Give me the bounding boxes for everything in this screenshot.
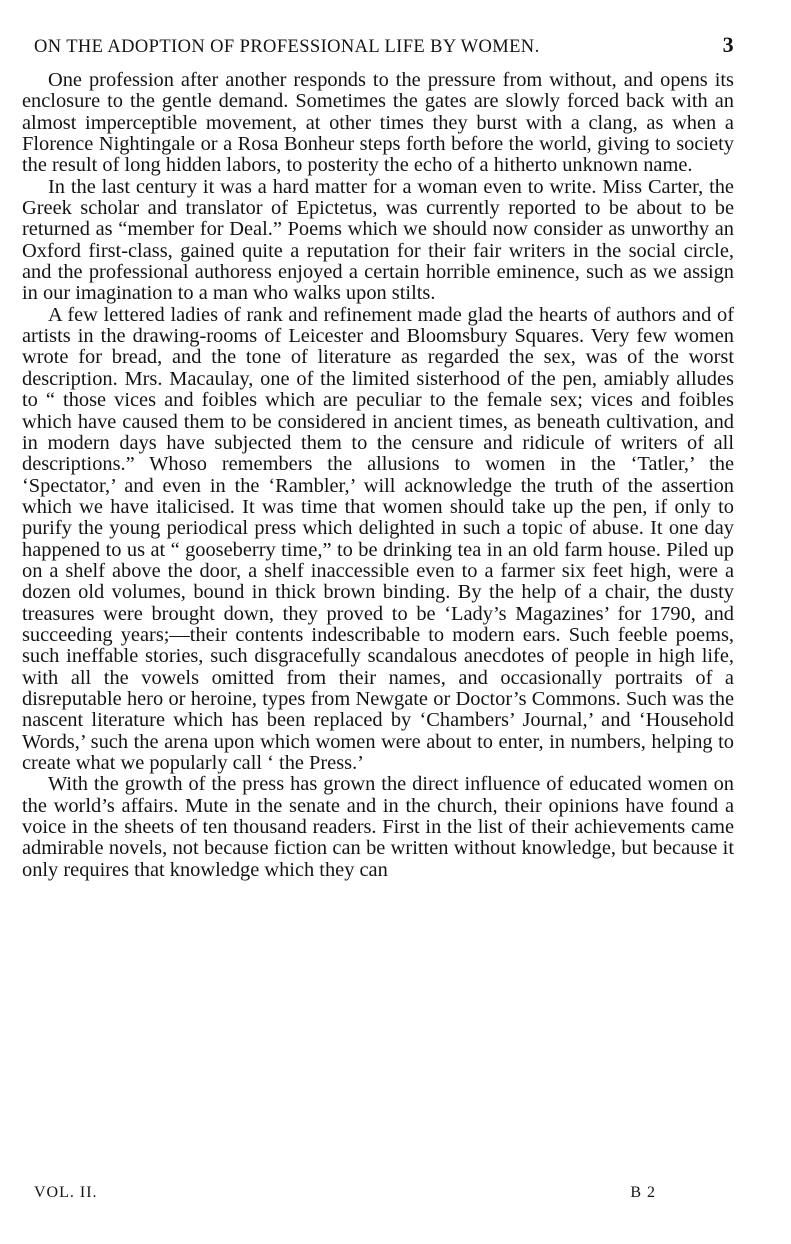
paragraph: One profession after another responds to the pressure from without, and opens its enclosure to the gentle demand. Sometimes the gates are slowly forced back with an almost imperceptible movement, at other times they burst with a clang, as when a Florence Nightingale or a Rosa Bonheur steps forth before the world, giving to society the result of long hidden labors, to posterity the echo of a hitherto unknown name. [22, 69, 734, 177]
paragraph: A few lettered ladies of rank and refinement made glad the hearts of authors and of artists in the drawing-rooms of Leicester and Bloomsbury Squares. Very few women wrote for bread, and the tone of literature as regarded the sex, was of the worst description. Mrs. Macaulay, one of the limited sisterhood of the pen, amiably alludes to “ those vices and foibles which are peculiar to the female sex; vices and foibles which have caused them to be considered in ancient times, as beneath cultivation, and in modern days have subjected them to the censure and ridicule of writers of all descriptions.” Whoso remembers the allusions to women in the ‘Tatler,’ the ‘Spectator,’ and even in the ‘Rambler,’ will acknowledge the truth of the assertion which we have italicised. It was time that women should take up the pen, if only to purify the young periodical press which delighted in such a topic of abuse. It one day happened to us at “ gooseberry time,” to be drinking tea in an old farm house. Piled up on a shelf above the door, a shelf inaccessible even to a farmer six feet high, were a dozen old volumes, bound in thick brown binding. By the help of a chair, the dusty treasures were brought down, they proved to be ‘Lady’s Magazines’ for 1790, and succeeding years;—their contents indescribable to modern ears. Such feeble poems, such ineffable stories, such disgracefully scandalous anecdotes of people in high life, with all the vowels omitted from their names, and occasionally portraits of a disreputable hero or heroine, types from Newgate or Doctor’s Commons. Such was the nascent literature which has been replaced by ‘Chambers’ Journal,’ and ‘Household Words,’ such the arena upon which women were about to enter, in numbers, helping to create what we popularly call ‘ the Press.’ [22, 303, 734, 774]
page-footer [34, 1184, 656, 1202]
article-body [22, 70, 734, 881]
page [22, 32, 734, 881]
signature-mark: B 2 [630, 1184, 656, 1201]
running-header [22, 32, 734, 58]
paragraph: With the growth of the press has grown the direct influence of educated women on the world’s affairs. Mute in the senate and in the church, their opinions have found a voice in the sheets of ten thousand readers. First in the list of their achievements came admirable novels, not because fiction can be written without knowledge, but because it only requires that knowledge which they can [22, 773, 734, 881]
page-number: 3 [722, 32, 734, 57]
paragraph: In the last century it was a hard matter for a woman even to write. Miss Carter, the Greek scholar and translator of Epictetus, was currently reported to be about to be returned as “member for Deal.” Poems which we should now consider as unworthy an Oxford first-class, gained quite a reputation for their fair writers in the social circle, and the professional authoress enjoyed a certain horrible eminence, such as we assign in our imagination to a man who walks upon stilts. [22, 175, 734, 305]
volume-label: VOL. II. [34, 1184, 98, 1201]
running-title: ON THE ADOPTION OF PROFESSIONAL LIFE BY WOMEN. [34, 37, 540, 57]
